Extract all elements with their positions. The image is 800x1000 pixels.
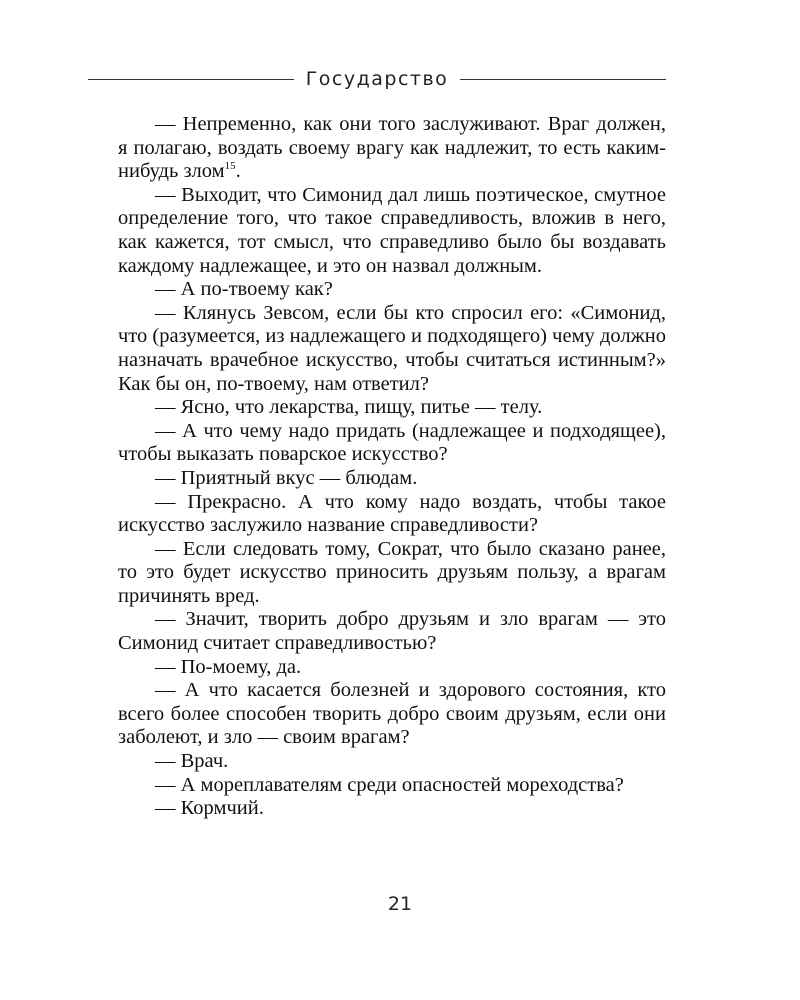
paragraph: — Прекрасно. А что кому надо воздать, чтобы такое искусство заслужило название справедливости?	[118, 490, 666, 537]
body-text	[118, 113, 666, 821]
paragraph-text: — Непременно, как они того заслуживают. Враг должен, я полагаю, воздать своему врагу как надлежит, то есть каким-нибудь злом	[118, 113, 666, 183]
page-number: 21	[387, 893, 413, 915]
footnote-reference: 15	[224, 160, 236, 173]
paragraph: — По-моему, да.	[155, 655, 302, 678]
paragraph: — Приятный вкус — блюдам.	[155, 466, 418, 489]
paragraph: — А что чему надо придать (надлежащее и подходящее), чтобы выказать поварское искусство?	[118, 419, 666, 466]
header-rule-right	[460, 79, 666, 80]
paragraph: — Врач.	[155, 750, 229, 773]
paragraph: — А что касается болезней и здорового состояния, кто всего более способен творить добро своим друзьям, если они заболеют, и зло — своим врагам?	[118, 679, 666, 749]
paragraph: — А мореплавателям среди опасностей мореходства?	[155, 773, 624, 796]
paragraph-end-punctuation: .	[235, 160, 241, 183]
paragraph: — Ясно, что лекарства, пищу, питье — телу.	[155, 396, 543, 419]
paragraph: — Кормчий.	[155, 797, 264, 820]
paragraph: — А по-твоему как?	[155, 278, 333, 301]
paragraph: — Если следовать тому, Сократ, что было сказано ранее, то это будет искусство приносить друзьям пользу, а врагам причинять вред.	[118, 537, 666, 607]
header-rule-left	[88, 79, 294, 80]
running-title: Государство	[305, 67, 449, 90]
paragraph: — Значит, творить добро друзьям и зло врагам — это Симонид считает справедливостью?	[118, 608, 666, 655]
paragraph: — Клянусь Зевсом, если бы кто спросил его: «Симонид, что (разумеется, из надлежащего и подходящего) чему должно назначать врачебное искусство, чтобы считаться истинным?» Как бы он, по-твоему, нам ответил?	[118, 301, 666, 395]
paragraph: — Выходит, что Симонид дал лишь поэтическое, смутное определение того, что такое справедливость, вложив в него, как кажется, тот смысл, что справедливо было бы воздавать каждому надлежащее, и это он назвал должным.	[118, 183, 666, 277]
paragraph	[118, 113, 666, 184]
running-header	[88, 66, 666, 92]
